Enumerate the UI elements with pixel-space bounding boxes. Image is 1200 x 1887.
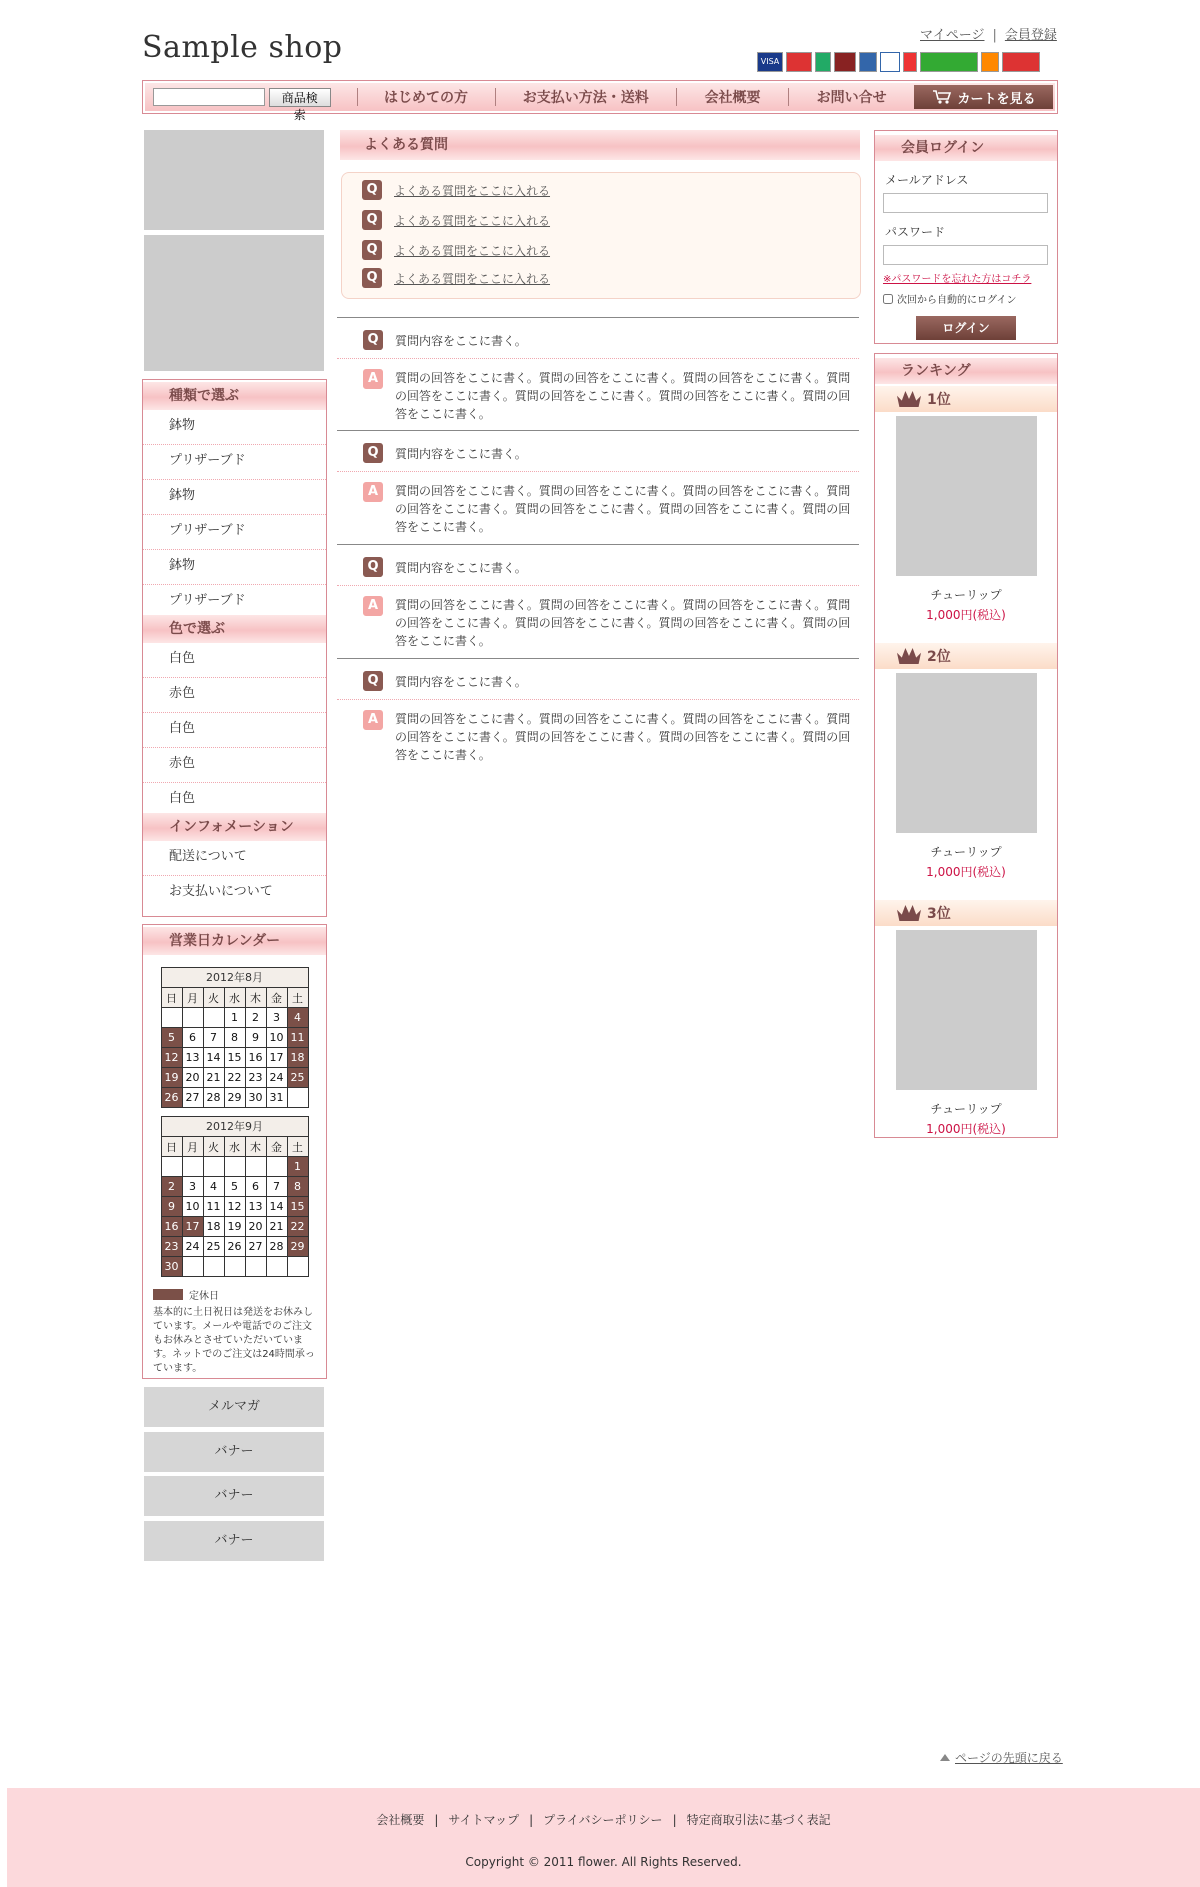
calendar-day: 15 <box>287 1197 308 1217</box>
footer-link-privacy[interactable]: プライバシーポリシー <box>543 1813 663 1827</box>
faq-link[interactable]: よくある質問をここに入れる <box>394 213 551 228</box>
calendar-day <box>224 1157 245 1177</box>
type-heading: 種類で選ぶ <box>143 382 326 410</box>
calendar-day <box>224 1257 245 1277</box>
faq-link-item <box>362 240 550 260</box>
calendar-day: 7 <box>203 1028 224 1048</box>
calendar-day: 23 <box>161 1237 182 1257</box>
calendar-table <box>161 1116 309 1277</box>
answer-icon: A <box>363 596 383 616</box>
calendar-day: 29 <box>287 1237 308 1257</box>
calendar-day: 14 <box>266 1197 287 1217</box>
question-text: 質問内容をここに書く。 <box>395 333 527 348</box>
sidebar-item-type[interactable]: 鉢物 <box>143 550 326 585</box>
calendar-day <box>182 1257 203 1277</box>
calendar-day <box>245 1157 266 1177</box>
calendar-day: 28 <box>203 1088 224 1108</box>
calendar-weekday: 日 <box>161 988 182 1008</box>
calendar-heading: 営業日カレンダー <box>143 927 326 955</box>
sidebar-item-color[interactable]: 白色 <box>169 791 196 806</box>
calendar-day: 31 <box>266 1088 287 1108</box>
calendar-day: 22 <box>224 1068 245 1088</box>
qa-block <box>337 658 859 764</box>
calendar-weekday: 木 <box>245 1137 266 1157</box>
calendar-weekday: 水 <box>224 988 245 1008</box>
nav-item-first-time[interactable]: はじめての方 <box>384 90 469 106</box>
banner[interactable]: バナー <box>144 1521 324 1561</box>
ranking-item <box>875 643 1057 880</box>
calendar-weekday: 木 <box>245 988 266 1008</box>
banner-image-1[interactable] <box>144 130 324 230</box>
legend-label: 定休日 <box>189 1291 219 1302</box>
calendar-weekday: 火 <box>203 1137 224 1157</box>
register-link[interactable]: 会員登録 <box>1004 28 1057 43</box>
calendar-day: 2 <box>245 1008 266 1028</box>
calendar-day: 27 <box>245 1237 266 1257</box>
calendar-day: 29 <box>224 1088 245 1108</box>
product-image[interactable] <box>896 930 1037 1090</box>
calendar-day <box>203 1157 224 1177</box>
calendar-day <box>203 1008 224 1028</box>
sidebar-item-payment[interactable]: お支払いについて <box>169 884 273 899</box>
calendar-day: 16 <box>161 1217 182 1237</box>
link-separator: | <box>672 1813 677 1827</box>
category-menu <box>142 379 327 917</box>
calendar-weekday: 月 <box>182 1137 203 1157</box>
calendar-note: 基本的に土日祝日は発送をお休みしています。メールや電話でのご注文もお休みとさせていただいています。ネットでのご注文は24時間承っています。 <box>153 1307 315 1374</box>
banner-image-2[interactable] <box>144 235 324 371</box>
calendar-table <box>161 967 309 1108</box>
search-input[interactable] <box>153 88 265 106</box>
calendar-day: 19 <box>224 1217 245 1237</box>
footer-link-sitemap[interactable]: サイトマップ <box>448 1813 520 1827</box>
faq-link-list <box>341 172 861 299</box>
amex-logo <box>859 52 877 72</box>
calendar-day: 21 <box>203 1068 224 1088</box>
footer-link-company[interactable]: 会社概要 <box>376 1813 425 1827</box>
calendar-weekday: 水 <box>224 1137 245 1157</box>
sidebar-item-color[interactable]: 白色 <box>143 643 326 678</box>
calendar-day: 4 <box>203 1177 224 1197</box>
calendar-day <box>182 1157 203 1177</box>
auto-login-row <box>883 291 1057 306</box>
calendar-day: 10 <box>266 1028 287 1048</box>
footer-links <box>7 1811 1200 1828</box>
faq-link[interactable]: よくある質問をここに入れる <box>394 271 551 286</box>
calendar-day: 30 <box>161 1257 182 1277</box>
conveni-logo <box>981 52 999 72</box>
diners-logo <box>834 52 856 72</box>
color-heading: 色で選ぶ <box>143 615 326 643</box>
sidebar-item-type[interactable]: プリザーブド <box>143 445 326 480</box>
header-links <box>920 24 1057 43</box>
faq-link-item <box>362 210 550 230</box>
rank-label: 2位 <box>927 649 951 665</box>
calendar-day: 1 <box>224 1008 245 1028</box>
calendar-day: 11 <box>287 1028 308 1048</box>
ranking-box <box>874 353 1058 1138</box>
product-price: 1,000円(税込) <box>926 608 1006 622</box>
question-text: 質問内容をここに書く。 <box>395 560 527 575</box>
calendar-day: 14 <box>203 1048 224 1068</box>
calendar-box <box>142 924 327 1379</box>
footer-link-legal[interactable]: 特定商取引法に基づく表記 <box>686 1813 831 1827</box>
calendar-day: 24 <box>266 1068 287 1088</box>
question-icon: Q <box>362 268 382 288</box>
crown-icon <box>897 391 921 407</box>
sidebar-item-color[interactable]: 赤色 <box>143 678 326 713</box>
calendar-day: 20 <box>182 1068 203 1088</box>
rank-label: 3位 <box>927 906 951 922</box>
calendar-month-title: 2012年9月 <box>161 1116 309 1136</box>
faq-link[interactable]: よくある質問をここに入れる <box>394 243 551 258</box>
yucho-logo <box>920 52 978 72</box>
calendar-day: 26 <box>224 1237 245 1257</box>
info-heading: インフォメーション <box>143 813 326 841</box>
calendar-day: 13 <box>182 1048 203 1068</box>
product-image[interactable] <box>896 416 1037 576</box>
product-name[interactable]: チューリップ <box>930 1102 1002 1116</box>
cart-icon <box>932 89 952 105</box>
calendar-day <box>287 1257 308 1277</box>
calendar-day: 17 <box>182 1217 203 1237</box>
qa-block <box>337 544 859 650</box>
calendar-day: 3 <box>266 1008 287 1028</box>
mypage-link[interactable]: マイページ <box>920 28 985 43</box>
sidebar-item-color[interactable]: 赤色 <box>143 748 326 783</box>
calendar-day: 16 <box>245 1048 266 1068</box>
calendar-day: 1 <box>287 1157 308 1177</box>
question-icon: Q <box>362 210 382 230</box>
product-name[interactable]: チューリップ <box>930 845 1002 859</box>
answer-text: 質問の回答をここに書く。質問の回答をここに書く。質問の回答をここに書く。質問の回答をここに書く。質問の回答をここに書く。質問の回答をここに書く。質問の回答をここに書く。 <box>395 712 851 762</box>
auto-login-checkbox[interactable] <box>883 294 893 304</box>
bank-logo <box>1002 52 1040 72</box>
link-separator: | <box>434 1813 439 1827</box>
cart-label: カートを見る <box>957 91 1036 107</box>
calendar-day: 9 <box>161 1197 182 1217</box>
calendar-weekday: 土 <box>287 988 308 1008</box>
calendar-day: 20 <box>245 1217 266 1237</box>
up-arrow-icon <box>940 1754 950 1761</box>
calendar-legend <box>153 1287 326 1302</box>
calendar-day: 22 <box>287 1217 308 1237</box>
calendar-day: 3 <box>182 1177 203 1197</box>
calendar-day: 13 <box>245 1197 266 1217</box>
calendar-weekday: 金 <box>266 1137 287 1157</box>
back-to-top-link[interactable]: ページの先頭に戻る <box>955 1751 1063 1765</box>
footer <box>7 1788 1200 1887</box>
login-button[interactable]: ログイン <box>916 316 1016 340</box>
answer-text: 質問の回答をここに書く。質問の回答をここに書く。質問の回答をここに書く。質問の回答をここに書く。質問の回答をここに書く。質問の回答をここに書く。質問の回答をここに書く。 <box>395 371 851 421</box>
ranking-heading: ランキング <box>875 358 1057 384</box>
auto-login-label: 次回から自動的にログイン <box>897 295 1017 306</box>
nicos-logo <box>903 52 917 72</box>
calendar-weekday: 日 <box>161 1137 182 1157</box>
nav-item-payment[interactable]: お支払い方法・送料 <box>522 90 649 106</box>
sidebar-item-color[interactable]: 白色 <box>143 713 326 748</box>
calendar-day: 11 <box>203 1197 224 1217</box>
calendar-day <box>245 1257 266 1277</box>
calendar-day <box>203 1257 224 1277</box>
question-icon: Q <box>362 240 382 260</box>
email-field[interactable] <box>883 193 1048 213</box>
calendar-month-title: 2012年8月 <box>161 967 309 987</box>
calendar-day <box>266 1257 287 1277</box>
discover-logo <box>880 52 900 72</box>
answer-text: 質問の回答をここに書く。質問の回答をここに書く。質問の回答をここに書く。質問の回答をここに書く。質問の回答をここに書く。質問の回答をここに書く。質問の回答をここに書く。 <box>395 484 851 534</box>
calendar-day: 5 <box>161 1028 182 1048</box>
forgot-password-link[interactable]: ※パスワードを忘れた方はコチラ <box>883 274 1032 285</box>
answer-icon: A <box>363 710 383 730</box>
login-heading: 会員ログイン <box>875 135 1057 161</box>
question-icon: Q <box>363 443 383 463</box>
sidebar-item-type[interactable]: 鉢物 <box>143 410 326 445</box>
password-field[interactable] <box>883 245 1048 265</box>
search-button[interactable]: 商品検索 <box>269 88 331 107</box>
cart-button[interactable] <box>914 85 1053 109</box>
mastercard-logo <box>786 52 812 72</box>
calendar-day: 7 <box>266 1177 287 1197</box>
calendar-day: 9 <box>245 1028 266 1048</box>
calendar-day <box>266 1157 287 1177</box>
calendar-day: 10 <box>182 1197 203 1217</box>
rank-label: 1位 <box>927 392 951 408</box>
calendar-day: 30 <box>245 1088 266 1108</box>
question-icon: Q <box>363 557 383 577</box>
jcb-logo <box>815 52 831 72</box>
mailmagazine-banner[interactable]: メルマガ <box>144 1387 324 1427</box>
product-image[interactable] <box>896 673 1037 833</box>
calendar-weekday: 月 <box>182 988 203 1008</box>
calendar-weekday: 火 <box>203 988 224 1008</box>
calendar-day <box>161 1157 182 1177</box>
product-price: 1,000円(税込) <box>926 1122 1006 1136</box>
question-icon: Q <box>363 671 383 691</box>
question-text: 質問内容をここに書く。 <box>395 674 527 689</box>
holiday-swatch <box>153 1289 183 1300</box>
calendar-day: 21 <box>266 1217 287 1237</box>
faq-link[interactable]: よくある質問をここに入れる <box>394 183 551 198</box>
calendar-day: 12 <box>224 1197 245 1217</box>
calendar-day <box>161 1008 182 1028</box>
crown-icon <box>897 905 921 921</box>
qa-block <box>337 317 859 423</box>
calendar-weekday: 土 <box>287 1137 308 1157</box>
calendar-day: 18 <box>287 1048 308 1068</box>
global-nav <box>142 80 1058 122</box>
crown-icon <box>897 648 921 664</box>
calendar-day: 25 <box>287 1068 308 1088</box>
calendar-day: 27 <box>182 1088 203 1108</box>
ranking-item <box>875 386 1057 623</box>
calendar-day: 2 <box>161 1177 182 1197</box>
question-icon: Q <box>363 330 383 350</box>
back-to-top[interactable] <box>940 1749 1063 1766</box>
calendar-day: 17 <box>266 1048 287 1068</box>
calendar-day: 4 <box>287 1008 308 1028</box>
nav-item-contact[interactable]: お問い合せ <box>816 90 887 106</box>
email-label: メールアドレス <box>885 173 969 187</box>
sidebar-item-type[interactable]: 鉢物 <box>143 480 326 515</box>
calendar-day: 26 <box>161 1088 182 1108</box>
qa-block <box>337 430 859 536</box>
faq-link-item <box>362 180 550 200</box>
calendar-weekday: 金 <box>266 988 287 1008</box>
product-name[interactable]: チューリップ <box>930 588 1002 602</box>
calendar-day: 28 <box>266 1237 287 1257</box>
nav-item-company[interactable]: 会社概要 <box>704 90 761 106</box>
sidebar-item-shipping[interactable]: 配送について <box>143 841 326 876</box>
payment-logos <box>757 52 1040 72</box>
banner[interactable]: バナー <box>144 1476 324 1516</box>
calendar-day: 25 <box>203 1237 224 1257</box>
product-price: 1,000円(税込) <box>926 865 1006 879</box>
calendar-day: 24 <box>182 1237 203 1257</box>
answer-text: 質問の回答をここに書く。質問の回答をここに書く。質問の回答をここに書く。質問の回答をここに書く。質問の回答をここに書く。質問の回答をここに書く。質問の回答をここに書く。 <box>395 598 851 648</box>
copyright: Copyright © 2011 flower. All Rights Reserved. <box>465 1855 742 1869</box>
calendar-day: 6 <box>182 1028 203 1048</box>
member-login-box <box>874 130 1058 344</box>
calendar-container <box>143 967 326 1277</box>
page-title: よくある質問 <box>340 130 860 160</box>
calendar-day: 19 <box>161 1068 182 1088</box>
calendar-day: 23 <box>245 1068 266 1088</box>
calendar-day: 6 <box>245 1177 266 1197</box>
calendar-day: 5 <box>224 1177 245 1197</box>
answer-icon: A <box>363 369 383 389</box>
calendar-day: 18 <box>203 1217 224 1237</box>
banner[interactable]: バナー <box>144 1432 324 1472</box>
calendar-day: 8 <box>224 1028 245 1048</box>
calendar-day: 8 <box>287 1177 308 1197</box>
calendar-day: 15 <box>224 1048 245 1068</box>
link-separator: | <box>992 28 997 43</box>
answer-icon: A <box>363 482 383 502</box>
calendar-day <box>182 1008 203 1028</box>
calendar-day: 12 <box>161 1048 182 1068</box>
calendar-day <box>287 1088 308 1108</box>
sidebar-item-type[interactable]: プリザーブド <box>143 515 326 550</box>
question-icon: Q <box>362 180 382 200</box>
visa-logo: VISA <box>757 52 783 72</box>
faq-link-item <box>362 268 550 288</box>
question-text: 質問内容をここに書く。 <box>395 446 527 461</box>
site-logo[interactable]: Sample shop <box>142 30 343 65</box>
ranking-item <box>875 900 1057 1137</box>
sidebar-item-type[interactable]: プリザーブド <box>169 593 246 608</box>
password-label: パスワード <box>885 225 946 239</box>
link-separator: | <box>529 1813 534 1827</box>
